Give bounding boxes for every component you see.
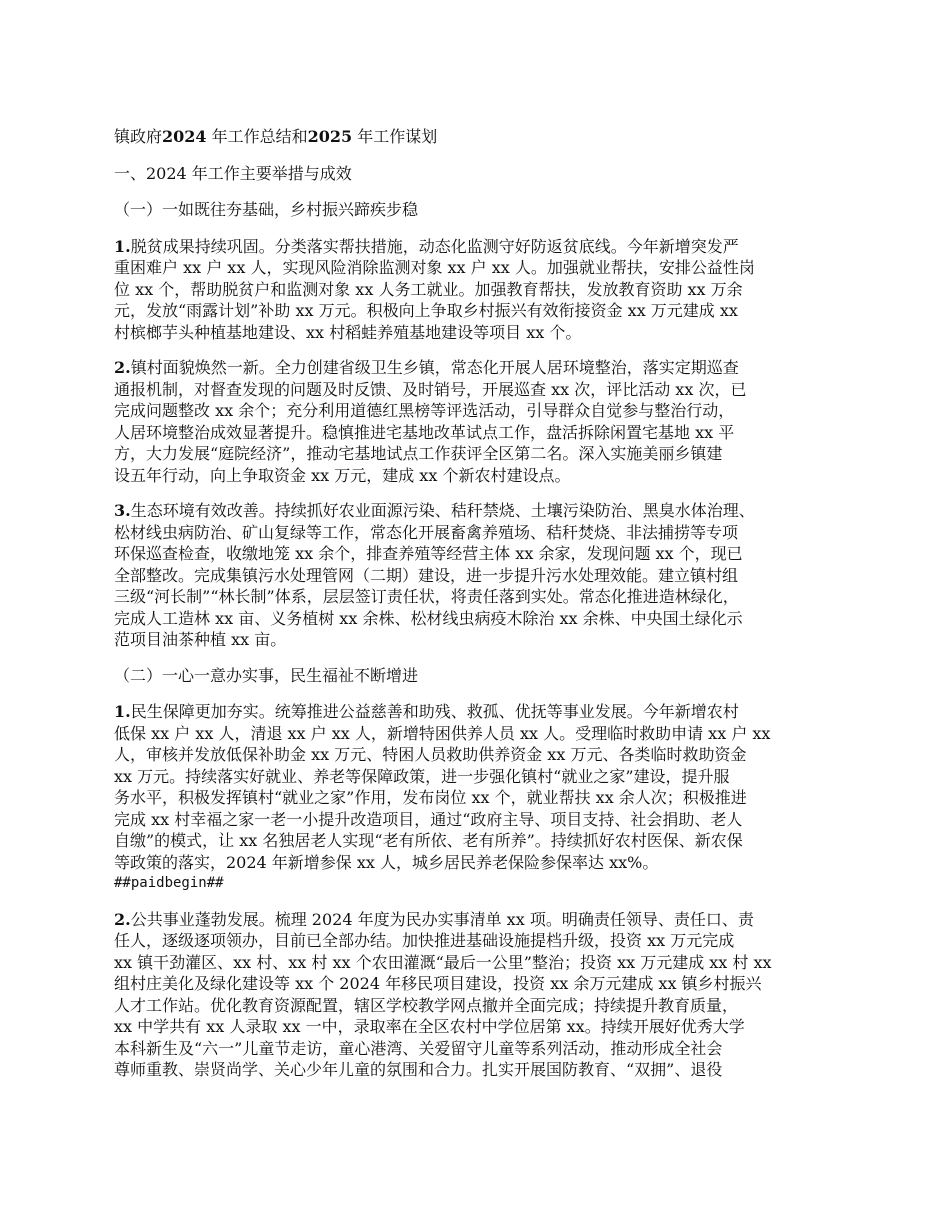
- paragraph-line: 等政策的落实，2024 年新增参保 xx 人，城乡居民养老保险参保率达 xx%。: [114, 852, 659, 872]
- paragraph-poverty-alleviation: [114, 236, 842, 344]
- paragraph-line: 1.民生保障更加夯实。统筹推进公益慈善和助残、救孤、优抚等事业发展。今年新增农村: [114, 702, 739, 721]
- paragraph-line: 松材线虫病防治、矿山复绿等工作，常态化开展畜禽养殖场、秸秆焚烧、非法捕捞等专项: [114, 522, 739, 542]
- item-number: 2.: [114, 909, 131, 929]
- paragraph-line: 三级“河长制”“林长制”体系，层层签订责任状，将责任落到实处。常态化推进造林绿化，: [114, 587, 739, 606]
- paragraph-line: xx 镇干劲灌区、xx 村、xx 村 xx 个农田灌溉“最后一公里”整治；投资 xx 万元建成 xx 村 xx: [114, 952, 772, 972]
- title-year-2025: 2025: [307, 127, 353, 146]
- document-title: [114, 126, 842, 148]
- paragraph-line: 3.生态环境有效改善。持续抓好农业面源污染、秸秆禁烧、土壤污染防治、黑臭水体治理、: [114, 501, 755, 520]
- title-text-post: 年工作谋划: [357, 127, 438, 146]
- title-year-2024: 2024: [162, 127, 207, 146]
- title-text-mid: 年工作总结和: [211, 127, 308, 146]
- paragraph-line: xx 万元。持续落实好就业、养老等保障政策，进一步强化镇村“就业之家”建设，提升服: [114, 766, 730, 786]
- paragraph-livelihood: [114, 701, 842, 873]
- item-number: 1.: [114, 236, 131, 256]
- paragraph-line: 组村庄美化及绿化建设等 xx 个 2024 年移民项目建设，投资 xx 余万元建成 xx 镇乡村振兴: [114, 974, 762, 993]
- paragraph-line: 1.脱贫成果持续巩固。分类落实帮扶措施，动态化监测守好防返贫底线。今年新增突发严: [114, 236, 739, 256]
- paragraph-line: 位 xx 个，帮助脱贫户和监测对象 xx 人务工就业。加强教育帮扶，发放教育资助 xx 万余: [114, 279, 743, 299]
- paragraph-line: 重困难户 xx 户 xx 人，实现风险消除监测对象 xx 户 xx 人。加强就业帮扶，安排公益性岗: [114, 258, 755, 277]
- paragraph-line: 完成问题整改 xx 余个；充分利用道德红黑榜等评选活动，引导群众自觉参与整治行动，: [114, 401, 735, 420]
- paragraph-line: 范项目油茶种植 xx 亩。: [114, 630, 287, 649]
- paragraph-line: 人才工作站。优化教育资源配置，辖区学校教学网点撤并全面完成；持续提升教育质量，: [114, 995, 739, 1015]
- paragraph-line: 通报机制，对督查发现的问题及时反馈、及时销号，开展巡查 xx 次，评比活动 xx 次，已: [114, 379, 747, 399]
- paragraph-line: 2.公共事业蓬勃发展。梳理 2024 年度为民办实事清单 xx 项。明确责任领导、责任口、责: [114, 909, 754, 929]
- subsection-heading-2: （二）一心一意办实事，民生福祉不断增进: [114, 665, 419, 685]
- paragraph-public-affairs: [114, 909, 842, 1081]
- paragraph-line: 环保巡查检查，收缴地笼 xx 余个，排查养殖等经营主体 xx 余家，发现问题 xx 个，现已: [114, 544, 743, 563]
- item-number: 1.: [114, 702, 131, 721]
- paragraph-line: 村槟榔芋头种植基地建设、xx 村稻蛙养殖基地建设等项目 xx 个。: [114, 322, 582, 342]
- paragraph-line: 2.镇村面貌焕然一新。全力创建省级卫生乡镇，常态化开展人居环境整治，落实定期巡查: [114, 358, 739, 377]
- paragraph-line: 任人，逐级逐项领办，目前已全部办结。加快推进基础设施提档升级，投资 xx 万元完成: [114, 931, 735, 950]
- paragraph-line: 低保 xx 户 xx 人，清退 xx 户 xx 人，新增特困供养人员 xx 人。受理临时救助申请 xx 户 xx: [114, 723, 771, 743]
- paragraph-line: 全部整改。完成集镇污水处理管网（二期）建设，进一步提升污水处理效能。建立镇村组: [114, 565, 739, 585]
- paragraph-line: 人居环境整治成效显著提升。稳慎推进宅基地改革试点工作，盘活拆除闲置宅基地 xx 平: [114, 422, 735, 442]
- item-number: 3.: [114, 501, 131, 520]
- paragraph-line: 完成 xx 村幸福之家一老一小提升改造项目，通过“政府主导、项目支持、社会捐助、老人: [114, 809, 743, 829]
- paragraph-line: 人，审核并发放低保补助金 xx 万元、特困人员救助供养资金 xx 万元、各类临时救助资金: [114, 745, 747, 764]
- paid-marker: ##paidbegin##: [114, 875, 224, 891]
- section-heading-1: 一、2024 年工作主要举措与成效: [114, 163, 352, 183]
- paragraph-line: 本科新生及“六一”儿童节走访，童心港湾、关爱留守儿童等系列活动，推动形成全社会: [114, 1038, 723, 1058]
- paragraph-line: 设五年行动，向上争取资金 xx 万元，建成 xx 个新农村建设点。: [114, 465, 571, 485]
- paragraph-line: 方，大力发展“庭院经济”，推动宅基地试点工作获评全区第二名。深入实施美丽乡镇建: [114, 444, 723, 463]
- paragraph-line: 尊师重教、崇贤尚学、关心少年儿童的氛围和合力。扎实开展国防教育、“双拥”、退役: [114, 1060, 723, 1079]
- paragraph-village-appearance: [114, 357, 842, 486]
- paragraph-ecology: [114, 500, 842, 651]
- subsection-heading-1: （一）一如既往夯基础，乡村振兴蹄疾步稳: [114, 200, 419, 219]
- paragraph-line: 完成人工造林 xx 亩、义务植树 xx 余株、松材线虫病疫木除治 xx 余株、中央国土绿化示: [114, 608, 743, 628]
- document-page: [114, 126, 842, 1095]
- paragraph-line: xx 中学共有 xx 人录取 xx 一中，录取率在全区农村中学位居第 xx。持续开展好优秀大学: [114, 1017, 745, 1036]
- title-text-pre: 镇政府: [114, 127, 163, 146]
- paragraph-line: 自缴”的模式，让 xx 名独居老人实现“老有所依、老有所养”。持续抓好农村医保、新农保: [114, 831, 743, 850]
- item-number: 2.: [114, 358, 131, 377]
- paragraph-line: 务水平，积极发挥镇村“就业之家”作用，发布岗位 xx 个，就业帮扶 xx 余人次；积极推进: [114, 788, 747, 807]
- paragraph-line: 元，发放“雨露计划”补助 xx 万元。积极向上争取乡村振兴有效衔接资金 xx 万元建成 xx: [114, 301, 738, 320]
